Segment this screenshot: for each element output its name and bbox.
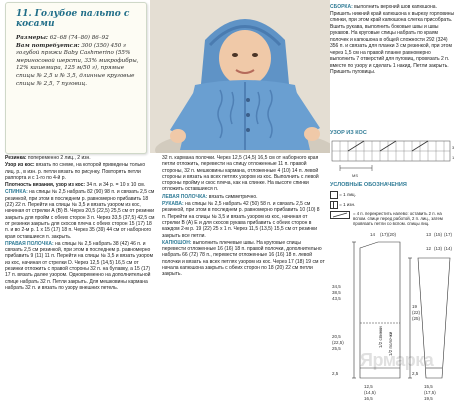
sleeves-text: на спицы № 2,5 набрать 42 (50) 58 п. и связать 2,5 см резинкой, при этом в последнем р. равномерно прибавить 10 (10) 8 п. Перейти на спицы № 3,5 и вязать узором из кос, начиная от стрелки В (А) Е и для скосов рукава прибавить с обеих сторон в каждом 2-м р. 19 (22) 25 х 1 п. Через 11,5 (13,5) 15,5 см от резинки закрыть все петли. [162, 201, 320, 239]
assembly-text: выполнить верхний шов капюшона. Пришить нижний край капюшона к вырезу горловины спинки, при этом край капюшона слегка присобрать. Вшить рукава, выполнить боковые швы и швы рукавов. На круговые спицы набрать по краям полочек и капюшона в общей сложности 292 (324) 356 п. и связать для планки 3 см резинкой, при этом через 1,5 см на правой планке равномерно выполнить 7 отверстий для пуговиц, провязать 2 п. вместе по узору и сделать 1 накид. Петли закрыть. Пришить пуговицы. [330, 4, 455, 75]
scheme-right-8: (22) [412, 310, 421, 315]
scheme-back-label: 1/2 спинки [378, 326, 383, 348]
baby-illustration [150, 0, 330, 153]
chart-repeat-label: MS [352, 173, 358, 178]
scheme-left-5: (17) [380, 232, 389, 237]
scheme-left-6: (20) [388, 232, 397, 237]
sizes-label: Размеры: [16, 35, 48, 41]
scheme-right-3: (17) [444, 232, 453, 237]
hood-heading: КАПЮШОН: [162, 239, 192, 246]
scheme-right-11: 15,5 [424, 384, 433, 389]
pattern-info-card [5, 2, 147, 154]
scheme-right-9: (25) [412, 316, 421, 321]
scheme-right-12: (17,5) [424, 390, 436, 395]
legend-purl-text: = 1 изн. [339, 202, 356, 208]
baby-photo [150, 0, 330, 153]
scheme-right-4: 12 [426, 246, 432, 251]
cable-pattern-text: вязать по схеме, на которой приведены только лиц. р., в изн. р. петли вязать по рисунку. Повторять петли раппорта и с 1-го по 4-й р. [5, 162, 146, 181]
scheme-left-1: 34,5 [332, 284, 341, 289]
sizes-value: 62–68 (74–80) 86–92 [49, 35, 109, 41]
scheme-left-11: 12,5 [364, 384, 373, 389]
pattern-title: 11. Голубое пальто с косами [16, 9, 130, 29]
need-label: Вам потребуется: [16, 42, 80, 49]
pocket-text: 32 п. кармана полочки. Через 12,5 (14,5) 16,5 см от наборного края петли отложить, перевести на спицу отложенные 11 п. правой стороны, 32 п. мешковины кармана, отложенные 4 (10) 14 п. левой стороны и вязать на всех петлях узором из кос. Выполнить с левой стороны пройму и скос плеча, как на спинке. На высоте спинки отложить оставшиеся п. [162, 155, 319, 193]
scheme-front-label: 1/2 полочки [388, 331, 393, 356]
garment-schematic [330, 228, 456, 413]
scheme-left-2: 38,5 [332, 290, 341, 295]
scheme-right-10: 2,5 [412, 371, 419, 376]
legend-knit-text: = 1 лиц. [339, 192, 356, 198]
scheme-left-13: 16,5 [364, 396, 373, 401]
scheme-left-9: 25,5 [332, 346, 341, 351]
instructions-left-column [5, 155, 155, 292]
pattern-materials [16, 35, 142, 88]
scheme-right-6: (14) [444, 246, 453, 251]
instructions-middle-column [162, 155, 325, 279]
rib-text: попеременно 2 лиц., 2 изн. [26, 155, 91, 161]
legend-item-knit [330, 191, 456, 201]
gauge-label: Плотность вязания, узор из кос: [5, 182, 86, 189]
legend-item-purl [330, 201, 456, 211]
legend-list [330, 191, 456, 227]
cable-pattern-heading: УЗОР ИЗ КОС [330, 130, 367, 136]
scheme-right-13: 19,5 [424, 396, 433, 401]
watermark-text: Ярмарка [360, 350, 434, 370]
need-value: 300 (350) 450 г голубой пряжи Baby Cashmerino (55% мериносовой шерсти, 33% микрофибры, 12% кашемира, 125 м/50 г), прямые спицы № 2,5 и № 3,5, длинные круговые спицы № 2,5, 7 пуговиц. [16, 42, 139, 87]
scheme-right-2: (15) [434, 232, 443, 237]
scheme-left-7: 20,5 [332, 334, 341, 339]
left-front-text: вязать симметрично. [207, 193, 258, 200]
scheme-left-8: (22,5) [332, 340, 344, 345]
rib-label: Резинка: [5, 155, 27, 161]
legend-cable-text: = 4 п. перекрестить налево: оставить 2 п. на вспом. спице перед работой, 2 п. лиц., затем провязать петли со вспом. спицы лиц. [353, 211, 443, 227]
instructions-right-column [330, 4, 456, 76]
chart-row-3: 3 [452, 145, 455, 150]
scheme-left-4: 14 [370, 232, 376, 237]
right-front-heading: ПРАВАЯ ПОЛОЧКА: [5, 240, 54, 247]
left-front-heading: ЛЕВАЯ ПОЛОЧКА: [162, 193, 208, 200]
hood-text: выполнить плечевые швы. На круговые спицы перевести отложенные 16 (16) 18 п. правой полочки, дополнительно набрать 66 (72) 78 п., перевести отложенные 16 (16) 18 п. левой полочки и вязать на всех петлях узором из кос. Через 17 (18) 19 см от начала капюшона закрыть с обеих сторон по 18 (20) 22 см петли закрыть. [162, 239, 325, 278]
assembly-heading: СБОРКА: [330, 4, 353, 10]
scheme-right-1: 13 [426, 232, 432, 237]
scheme-left-12: (14,5) [364, 390, 376, 395]
scheme-left-3: 43,5 [332, 296, 341, 301]
sleeves-heading: РУКАВА: [162, 201, 184, 208]
gauge-text: 34 п. и 34 р. = 10 х 10 см. [85, 182, 146, 189]
right-front-text: на спицы № 2,5 набрать 38 (42) 46 п. и связать 2,5 см резинкой, при этом в последнем р. равномерно прибавить 9 (11) 11 п. Перейти на спицы № 3,5 и вязать узором из кос, начиная от стрелки D. Через 12,5 (14,5) 16,5 см от резинки отложить с правой стороны 32 п. на булавку, а 15 (17) 17 п. вязать далее узором. Одновременно на дополнительной спице набрать 32 п. Петли закрыть. Для мешковины кармана набрать 32 п. и вязать по узору внешних петель. [5, 240, 154, 291]
chart-row-1: 1 [452, 155, 455, 160]
back-heading: СПИНКА: [5, 189, 28, 196]
back-text: на спицы № 2,5 набрать 82 (90) 98 п. и связать 2,5 см резинкой, при этом в последнем р. равномерно прибавить 18 (22) 22 п. Перейти на спицы № 3,5 и вязать узором из кос, начиная от стрелки А (В) В. Через 20,5 (22,5) 25,5 см от резинки закрыть для пройм с обеих сторон 3 п. Через 33,5 (37,5) 42,5 см от резинки закрыть для скосов плеча с обеих сторон 15 (17) 18 п. и во 2-м р. 1 х 15 (17) 18 п. Через 35 (39) 44 см от наборного края оставшиеся п. закрыть. [5, 189, 155, 240]
cable-pattern-chart [330, 137, 455, 183]
scheme-right-5: (13) [434, 246, 443, 251]
cable-pattern-label: Узор из кос: [5, 162, 35, 169]
legend-heading: УСЛОВНЫЕ ОБОЗНАЧЕНИЯ [330, 182, 407, 188]
scheme-left-10: 2,5 [332, 371, 339, 376]
legend-item-cable [330, 211, 456, 227]
scheme-right-7: 19 [412, 304, 418, 309]
